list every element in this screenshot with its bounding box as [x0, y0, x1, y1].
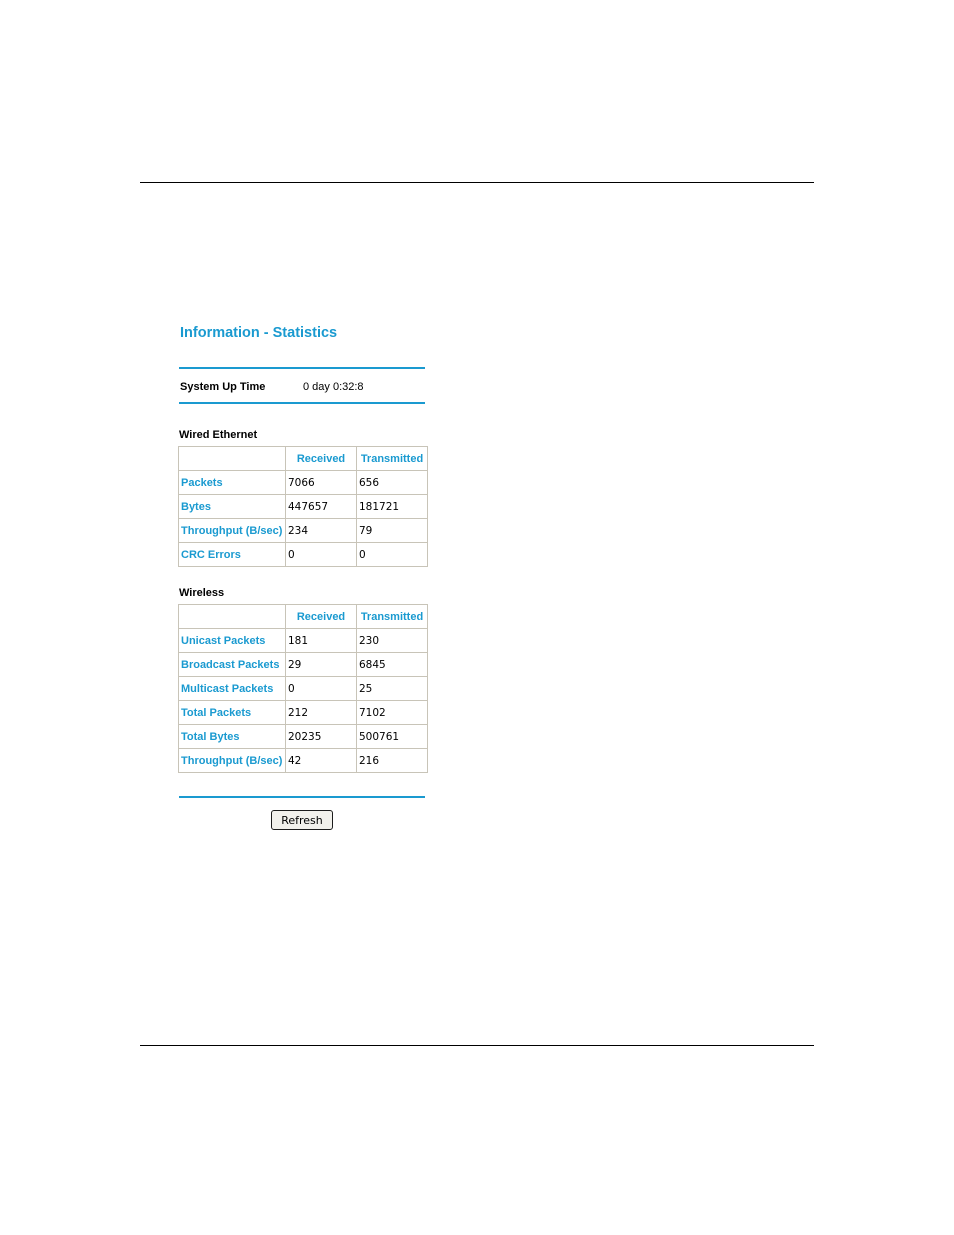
value-received: 181: [286, 629, 357, 653]
column-header-empty: [179, 447, 286, 471]
column-header-empty: [179, 605, 286, 629]
value-received: 42: [286, 749, 357, 773]
table-header-row: [179, 447, 428, 471]
system-uptime-label: System Up Time: [180, 381, 266, 393]
page-top-rule: [140, 182, 814, 183]
row-label-multicast-packets: Multicast Packets: [179, 677, 286, 701]
table-row: [179, 653, 428, 677]
value-received: 7066: [286, 471, 357, 495]
value-transmitted: 216: [357, 749, 428, 773]
table-row: [179, 495, 428, 519]
row-label-packets: Packets: [179, 471, 286, 495]
value-transmitted: 230: [357, 629, 428, 653]
wireless-table: [178, 604, 428, 773]
column-header-transmitted: Transmitted: [357, 447, 428, 471]
value-transmitted: 656: [357, 471, 428, 495]
wired-ethernet-table: [178, 446, 428, 567]
column-header-transmitted: Transmitted: [357, 605, 428, 629]
table-row: [179, 629, 428, 653]
row-label-throughput: Throughput (B/sec): [179, 519, 286, 543]
table-row: [179, 677, 428, 701]
value-transmitted: 7102: [357, 701, 428, 725]
value-transmitted: 79: [357, 519, 428, 543]
value-transmitted: 181721: [357, 495, 428, 519]
section-divider-bottom: [179, 796, 425, 798]
value-transmitted: 0: [357, 543, 428, 567]
value-received: 0: [286, 543, 357, 567]
row-label-bytes: Bytes: [179, 495, 286, 519]
row-label-crc-errors: CRC Errors: [179, 543, 286, 567]
table-row: [179, 543, 428, 567]
column-header-received: Received: [286, 605, 357, 629]
refresh-button[interactable]: Refresh: [271, 810, 333, 830]
page-bottom-rule: [140, 1045, 814, 1046]
table-row: [179, 701, 428, 725]
value-transmitted: 25: [357, 677, 428, 701]
column-header-received: Received: [286, 447, 357, 471]
value-received: 447657: [286, 495, 357, 519]
value-received: 20235: [286, 725, 357, 749]
value-received: 0: [286, 677, 357, 701]
row-label-total-bytes: Total Bytes: [179, 725, 286, 749]
table-header-row: [179, 605, 428, 629]
value-transmitted: 500761: [357, 725, 428, 749]
row-label-total-packets: Total Packets: [179, 701, 286, 725]
section-divider-uptime: [179, 402, 425, 404]
section-divider-top: [179, 367, 425, 369]
table-row: [179, 749, 428, 773]
table-row: [179, 471, 428, 495]
value-received: 234: [286, 519, 357, 543]
value-transmitted: 6845: [357, 653, 428, 677]
row-label-unicast-packets: Unicast Packets: [179, 629, 286, 653]
wireless-heading: Wireless: [179, 587, 225, 599]
wired-ethernet-heading: Wired Ethernet: [179, 429, 258, 441]
value-received: 212: [286, 701, 357, 725]
system-uptime-value: 0 day 0:32:8: [303, 381, 364, 393]
table-row: [179, 519, 428, 543]
page-title: Information - Statistics: [180, 325, 338, 341]
table-row: [179, 725, 428, 749]
value-received: 29: [286, 653, 357, 677]
row-label-broadcast-packets: Broadcast Packets: [179, 653, 286, 677]
row-label-throughput: Throughput (B/sec): [179, 749, 286, 773]
